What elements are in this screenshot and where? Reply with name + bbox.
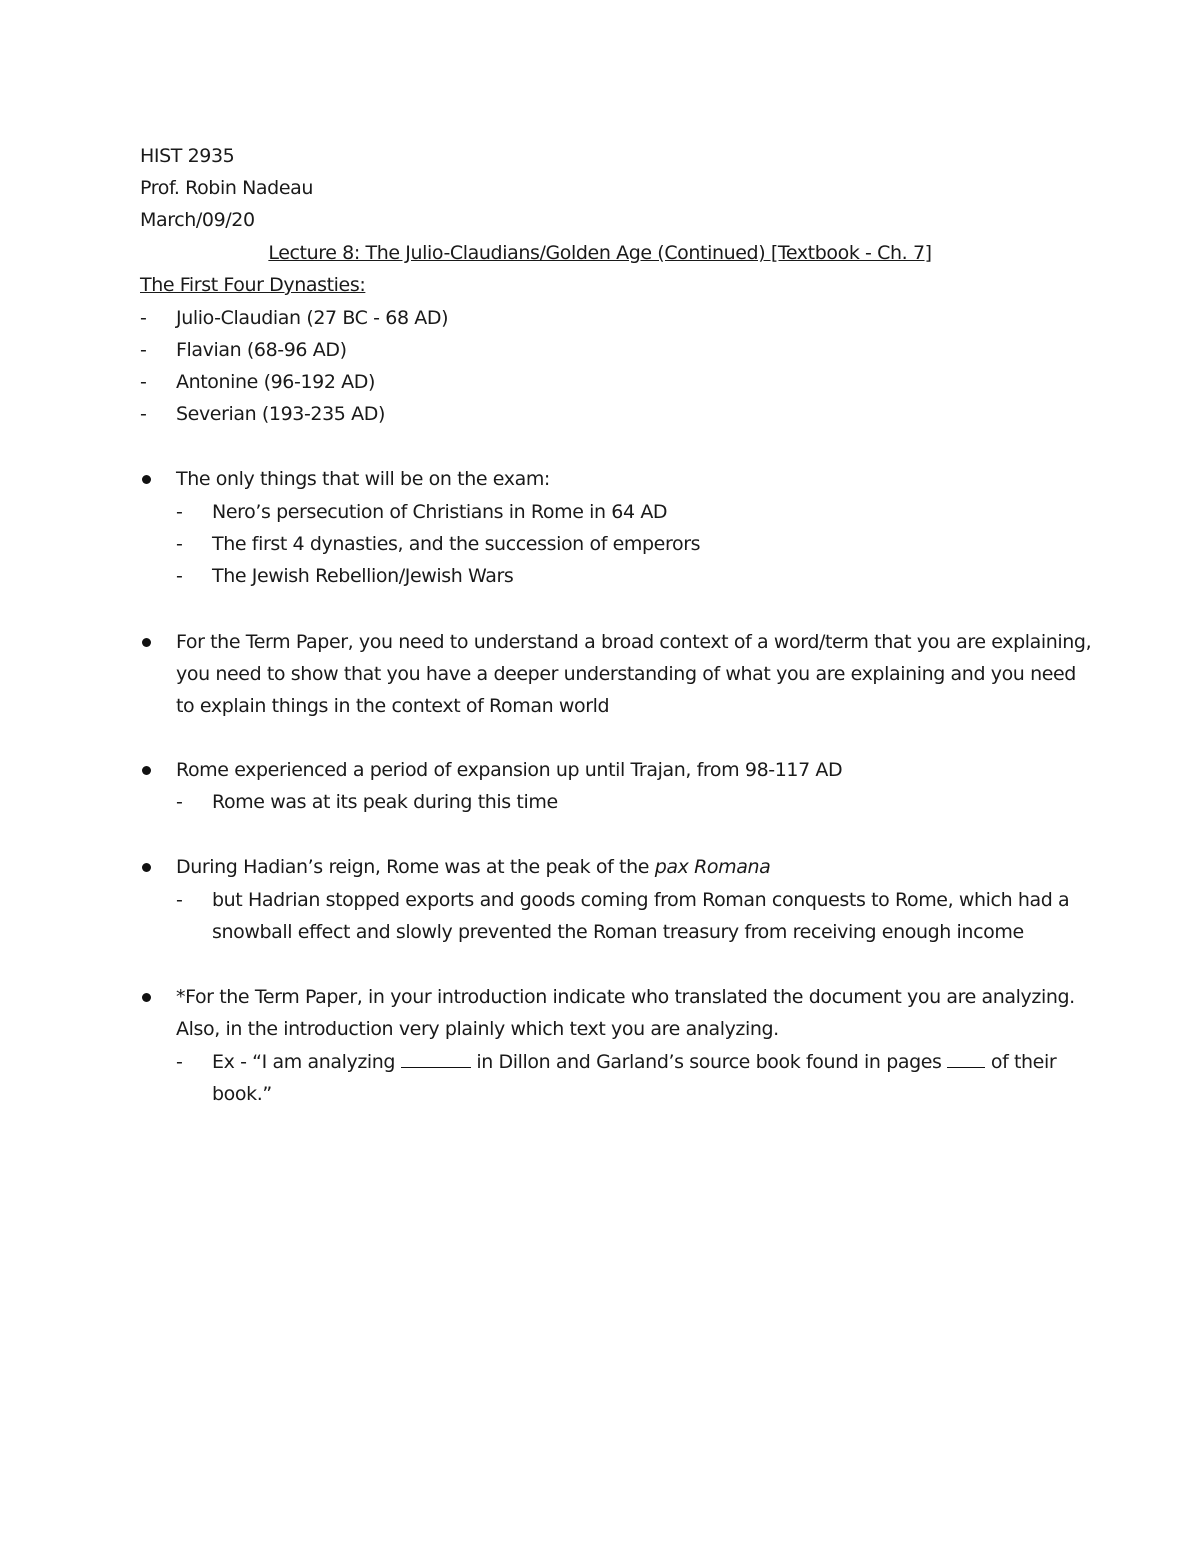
- introduction-example: - Ex - “I am analyzing in Dillon and Garland’s source book found in pages of their: [176, 1051, 1057, 1073]
- term-paper-bullet: For the Term Paper, you need to understand a broad context of a word/term that you are explaining,: [140, 633, 1091, 652]
- dynasty-item: - Severian (193-235 AD): [140, 403, 385, 425]
- exam-sub-item: - Nero’s persecution of Christians in Rome in 64 AD: [176, 501, 668, 523]
- hadrian-sub-item: - but Hadrian stopped exports and goods coming from Roman conquests to Rome, which had a: [176, 889, 1070, 911]
- hadrian-bullet: During Hadian’s reign, Rome was at the peak of the pax Romana: [140, 858, 770, 877]
- professor-name: Prof. Robin Nadeau: [140, 177, 314, 199]
- dash-marker: -: [140, 403, 147, 425]
- introduction-bullet: *For the Term Paper, in your introduction indicate who translated the document you are analyzing.: [140, 988, 1075, 1007]
- dash-marker: -: [140, 371, 147, 393]
- exam-sub-item: - The Jewish Rebellion/Jewish Wars: [176, 565, 514, 587]
- expansion-sub-item: - Rome was at its peak during this time: [176, 791, 558, 813]
- bullet-dot-icon: [140, 988, 176, 1007]
- pax-romana-term: pax Romana: [654, 856, 771, 878]
- fill-in-blank: [947, 1067, 985, 1068]
- exam-sub-item: - The first 4 dynasties, and the succession of emperors: [176, 533, 701, 555]
- dynasty-item: - Antonine (96-192 AD): [140, 371, 375, 393]
- lecture-title: Lecture 8: The Julio-Claudians/Golden Age (Continued) [Textbook - Ch. 7]: [268, 242, 932, 264]
- bullet-dot-icon: [140, 470, 176, 489]
- introduction-example-line: book.”: [212, 1083, 272, 1105]
- dash-marker: -: [140, 307, 147, 329]
- course-code: HIST 2935: [140, 145, 235, 167]
- bullet-dot-icon: [140, 761, 176, 780]
- dynasty-item: - Julio-Claudian (27 BC - 68 AD): [140, 307, 449, 329]
- dynasty-item: - Flavian (68-96 AD): [140, 339, 347, 361]
- fill-in-blank: [401, 1067, 471, 1068]
- expansion-bullet: Rome experienced a period of expansion up until Trajan, from 98-117 AD: [140, 761, 842, 780]
- bullet-dot-icon: [140, 633, 176, 652]
- lecture-date: March/09/20: [140, 209, 255, 231]
- term-paper-line: you need to show that you have a deeper understanding of what you are explaining and you need: [176, 663, 1076, 685]
- hadrian-sub-line: snowball effect and slowly prevented the Roman treasury from receiving enough income: [212, 921, 1024, 943]
- introduction-line: Also, in the introduction very plainly which text you are analyzing.: [176, 1018, 779, 1040]
- dash-marker: -: [140, 339, 147, 361]
- term-paper-line: to explain things in the context of Roman world: [176, 695, 610, 717]
- dynasties-heading: The First Four Dynasties:: [140, 274, 366, 296]
- exam-bullet: The only things that will be on the exam:: [140, 470, 550, 489]
- bullet-dot-icon: [140, 858, 176, 877]
